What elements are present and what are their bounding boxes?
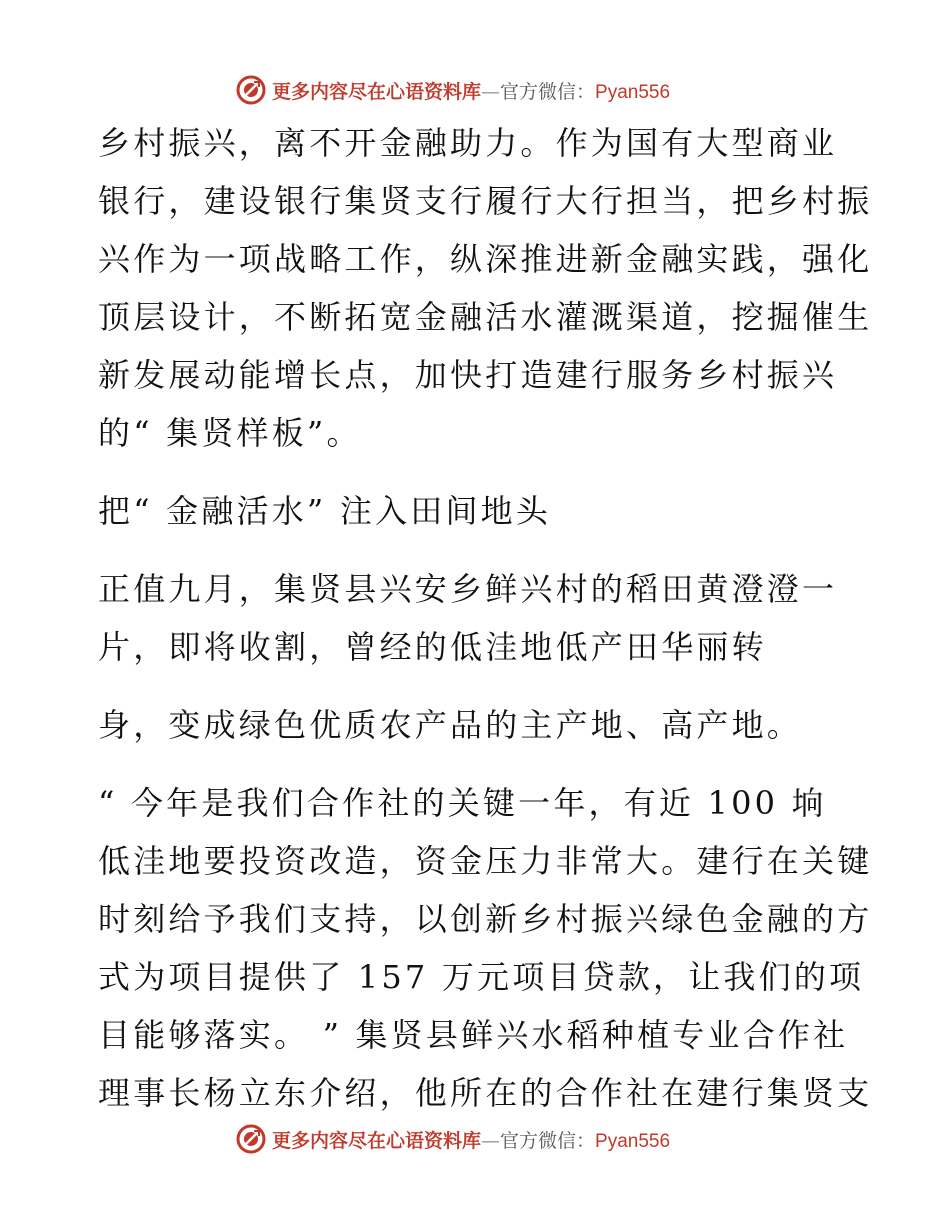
watermark-text: [272, 1126, 670, 1153]
watermark-label: 官方微信：: [500, 80, 596, 103]
text-line: “ 今年是我们合作社的关键一年，有近 100 垧: [98, 784, 827, 822]
text-line: 式为项目提供了 157 万元项目贷款，让我们的项: [98, 958, 865, 996]
section-heading: [98, 482, 858, 540]
text-line: 理事长杨立东介绍，他所在的合作社在建行集贤支: [98, 1074, 873, 1112]
text-line: 身，变成绿色优质农产品的主产地、高产地。: [98, 706, 803, 744]
text-line: 新发展动能增长点，加快打造建行服务乡村振兴: [98, 356, 838, 394]
watermark-separator: —: [481, 1129, 501, 1152]
text-line: 银行，建设银行集贤支行履行大行担当，把乡村振: [98, 182, 873, 220]
text-line: 顶层设计，不断拓宽金融活水灌溉渠道，挖掘催生: [98, 298, 873, 336]
text-line: 乡村振兴，离不开金融助力。作为国有大型商业: [98, 124, 838, 162]
watermark-label: 官方微信：: [500, 1129, 596, 1152]
logo-icon: [236, 1124, 266, 1154]
paragraph: [98, 696, 858, 754]
paragraph: [98, 774, 873, 1122]
heading-line: 把“ 金融活水” 注入田间地头: [98, 492, 552, 530]
logo-icon: [236, 75, 266, 105]
document-body: [98, 114, 873, 1122]
watermark-separator: —: [481, 80, 501, 103]
text-line: 正值九月，集贤县兴安乡鲜兴村的稻田黄澄澄一: [98, 570, 838, 608]
text-line: 低洼地要投资改造，资金压力非常大。建行在关键: [98, 842, 873, 880]
watermark-id: Pyan556: [595, 1130, 671, 1152]
text-line: 的“ 集贤样板”。: [98, 414, 362, 452]
text-line: 兴作为一项战略工作，纵深推进新金融实践，强化: [98, 240, 873, 278]
text-line: 时刻给予我们支持，以创新乡村振兴绿色金融的方: [98, 900, 873, 938]
watermark-text: [272, 77, 670, 104]
watermark-id: Pyan556: [595, 81, 671, 103]
text-line: 片，即将收割，曾经的低洼地低产田华丽转: [98, 628, 767, 666]
paragraph: [98, 560, 858, 676]
watermark-brand: 更多内容尽在心语资料库: [272, 80, 482, 103]
paragraph: [98, 114, 873, 462]
text-line: 目能够落实。 ” 集贤县鲜兴水稻种植专业合作社: [98, 1016, 849, 1054]
watermark-header: [236, 72, 736, 108]
watermark-brand: 更多内容尽在心语资料库: [272, 1129, 482, 1152]
watermark-footer: [236, 1121, 736, 1157]
